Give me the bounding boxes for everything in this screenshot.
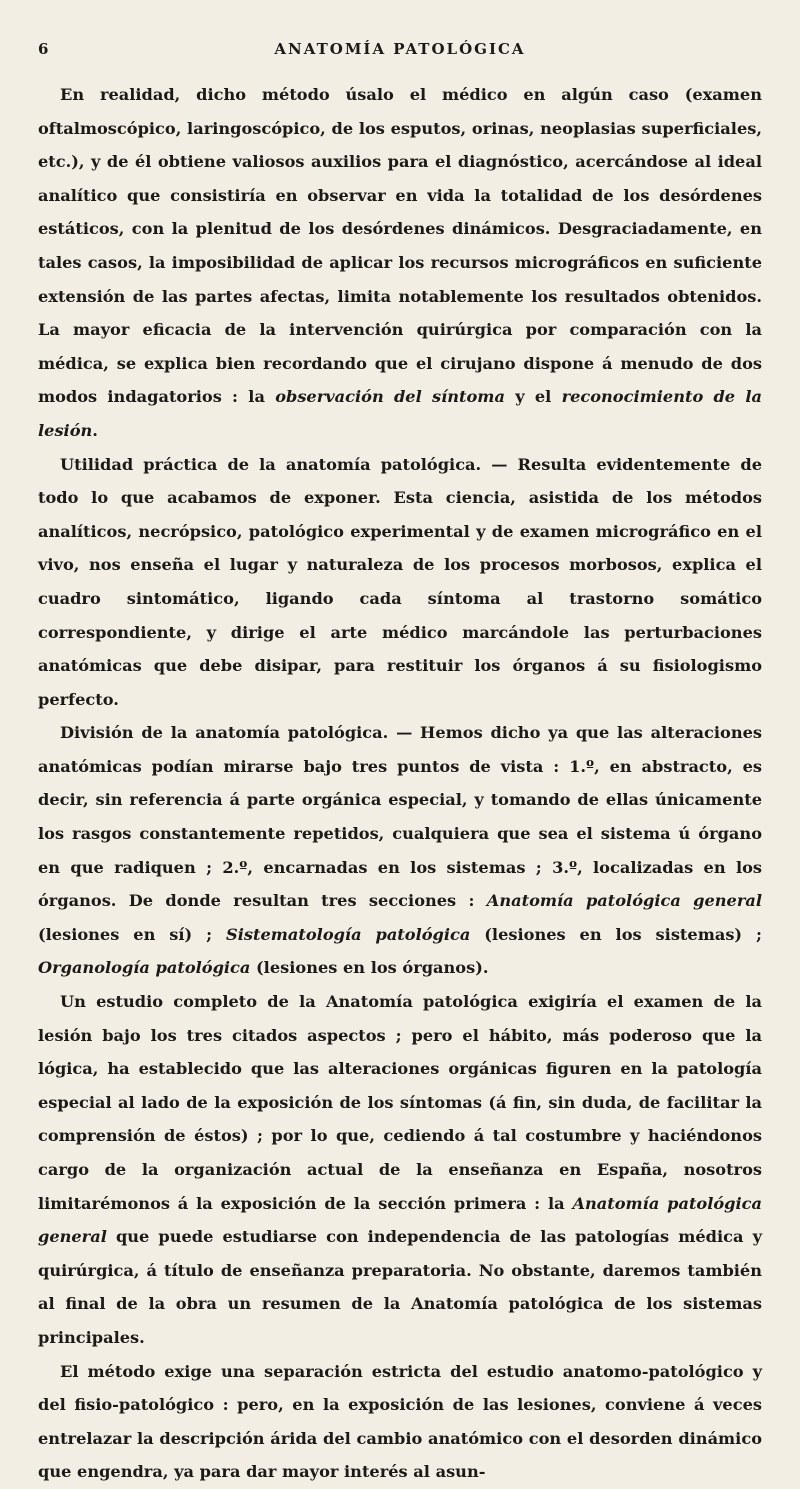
text-run: Un estudio completo de la Anatomía patológica exigiría el examen de la lesión bajo los tres citados aspectos ; pero el hábito, más poderoso que la lógica, ha establecido que las alteraciones orgánicas figuren en la patología especial al lado de la exposición de los síntomas (á fin, sin duda, de facilitar la comprensión de éstos) ; por lo que, cediendo á tal costumbre y haciéndonos cargo de la organización actual de la enseñanza en España, nosotros limitarémonos á la exposición de la sección primera : la	[38, 992, 762, 1213]
paragraph-division	[38, 716, 762, 985]
page-number: 6	[38, 40, 51, 58]
italic-term: Sistematología patológica	[226, 924, 471, 944]
text-run: (lesiones en los órganos).	[250, 958, 489, 978]
text-run: El método exige una separación estricta del estudio anatomo-patológico y del fisio-patológico : pero, en la exposición de las lesiones, conviene á veces entrelazar la descripción árida del cambio anatómico con el desorden dinámico que engendra, ya para dar mayor interés al asun-	[38, 1361, 762, 1482]
text-run: (lesiones en los sistemas) ;	[470, 924, 762, 944]
text-run: .	[92, 420, 98, 440]
paragraph-practical-utility	[38, 448, 762, 717]
paragraph-method	[38, 78, 762, 448]
italic-term: observación del síntoma	[275, 387, 505, 407]
book-page	[38, 40, 762, 1489]
running-head	[38, 40, 762, 70]
section-heading: Utilidad práctica de la anatomía patológica.	[60, 454, 482, 474]
running-title: ANATOMÍA PATOLÓGICA	[274, 40, 526, 58]
paragraph-complete-study	[38, 985, 762, 1355]
italic-term: Anatomía patológica general	[486, 891, 762, 911]
text-run: — Hemos dicho ya que las alteraciones anatómicas podían mirarse bajo tres puntos de vista : 1.º, en abstracto, es decir, sin referencia á parte orgánica especial, y tomando de ellas únicamente los rasgos constantemente repetidos, cualquiera que sea el sistema ú órgano en que radiquen ; 2.º, encarnadas en los sistemas ; 3.º, localizadas en los órganos. De donde resultan tres secciones :	[38, 723, 763, 911]
section-heading: División de la anatomía patológica.	[60, 723, 389, 743]
text-run: — Resulta evidentemente de todo lo que acabamos de exponer. Esta ciencia, asistida de los métodos analíticos, necrópsico, patológico experimental y de examen micrográfico en el vivo, nos enseña el lugar y naturaleza de los procesos morbosos, explica el cuadro sintomático, ligando cada síntoma al trastorno somático correspondiente, y dirige el arte médico marcándole las perturbaciones anatómicas que debe disipar, para restituir los órganos á su fisiologismo perfecto.	[38, 454, 762, 709]
italic-term: Anatomía patológica general	[38, 1193, 762, 1247]
italic-term: reconocimiento de la lesión	[38, 387, 763, 440]
italic-term: Organología patológica	[38, 958, 251, 978]
paragraph-method-separation	[38, 1355, 762, 1489]
text-run: (lesiones en sí) ;	[38, 924, 227, 944]
body-text	[38, 78, 762, 1489]
text-run: En realidad, dicho método úsalo el médico en algún caso (examen oftalmoscópico, laringoscópico, de los esputos, orinas, neoplasias superficiales, etc.), y de él obtiene valiosos auxilios para el diagnóstico, acercándose al ideal analítico que consistiría en observar en vida la totalidad de los desórdenes estáticos, con la plenitud de los desórdenes dinámicos. Desgraciadamente, en tales casos, la imposibilidad de aplicar los recursos micrográficos en suficiente extensión de las partes afectas, limita notablemente los resultados obtenidos. La mayor eficacia de la intervención quirúrgica por comparación con la médica, se explica bien recordando que el cirujano dispone á menudo de dos modos indagatorios : la	[38, 85, 762, 407]
text-run: y el	[504, 387, 562, 407]
text-run: que puede estudiarse con independencia de las patologías médica y quirúrgica, á título de enseñanza preparatoria. No obstante, daremos también al final de la obra un resumen de la Anatomía patológica de los sistemas principales.	[38, 1227, 762, 1347]
